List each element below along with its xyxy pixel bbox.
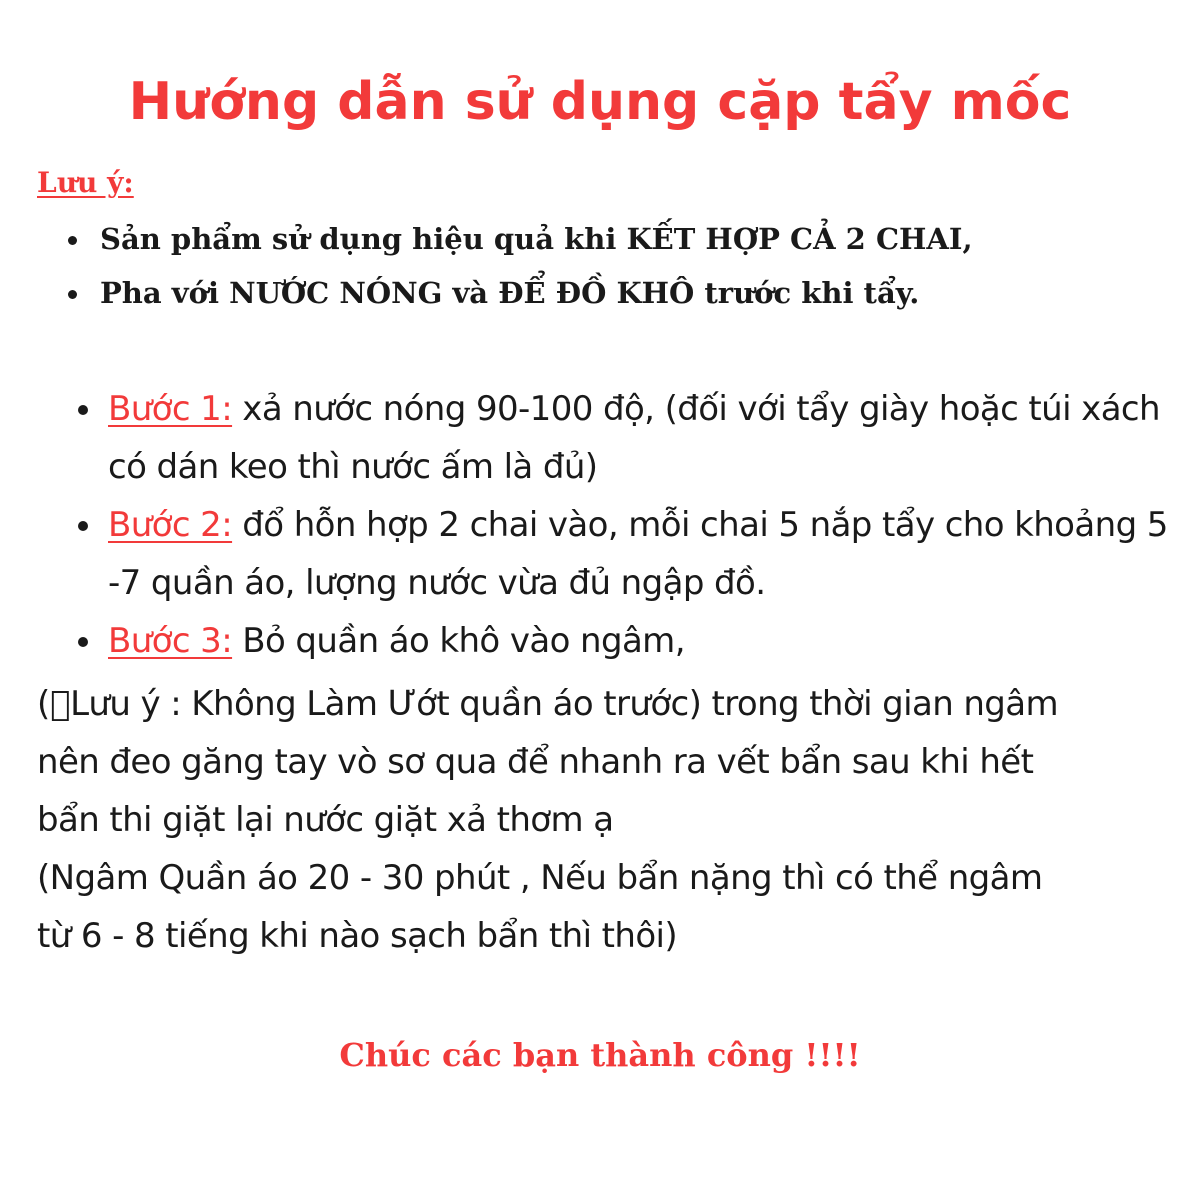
step-label: Bước 2: <box>108 505 233 545</box>
step-item-3 <box>72 612 1182 670</box>
notes-list <box>64 212 973 320</box>
step-3-continuation <box>37 675 1177 965</box>
note-label: Lưu ý: <box>37 166 134 199</box>
continuation-line: bẩn thi giặt lại nước giặt xả thơm ạ <box>37 800 614 840</box>
continuation-line: (Ngâm Quần áo 20 - 30 phút , Nếu bẩn nặng thì có thể ngâm <box>37 858 1043 898</box>
continuation-line: từ 6 - 8 tiếng khi nào sạch bẩn thì thôi) <box>37 916 678 956</box>
note-item: Sản phẩm sử dụng hiệu quả khi KẾT HỢP CẢ 2 CHAI, <box>64 212 973 266</box>
step-item-1 <box>72 380 1182 496</box>
page-title: Hướng dẫn sử dụng cặp tẩy mốc <box>128 72 1072 132</box>
step-item-2 <box>72 496 1182 612</box>
step-text: xả nước nóng 90-100 độ, (đối với tẩy giày hoặc túi xách có dán keo thì nước ấm là đủ) <box>108 389 1160 487</box>
continuation-line: (⃣Lưu ý : Không Làm Ướt quần áo trước) trong thời gian ngâm <box>37 684 1059 724</box>
step-label: Bước 3: <box>108 621 233 661</box>
continuation-line: nên đeo găng tay vò sơ qua để nhanh ra vết bẩn sau khi hết <box>37 742 1034 782</box>
step-label: Bước 1: <box>108 389 233 429</box>
note-item: Pha với NƯỚC NÓNG và ĐỂ ĐỒ KHÔ trước khi tẩy. <box>64 266 973 320</box>
steps-list <box>72 380 1182 670</box>
step-text: Bỏ quần áo khô vào ngâm, <box>242 621 685 661</box>
closing-message: Chúc các bạn thành công !!!! <box>339 1036 861 1074</box>
step-text: đổ hỗn hợp 2 chai vào, mỗi chai 5 nắp tẩy cho khoảng 5 -7 quần áo, lượng nước vừa đủ ngập đồ. <box>108 505 1168 603</box>
